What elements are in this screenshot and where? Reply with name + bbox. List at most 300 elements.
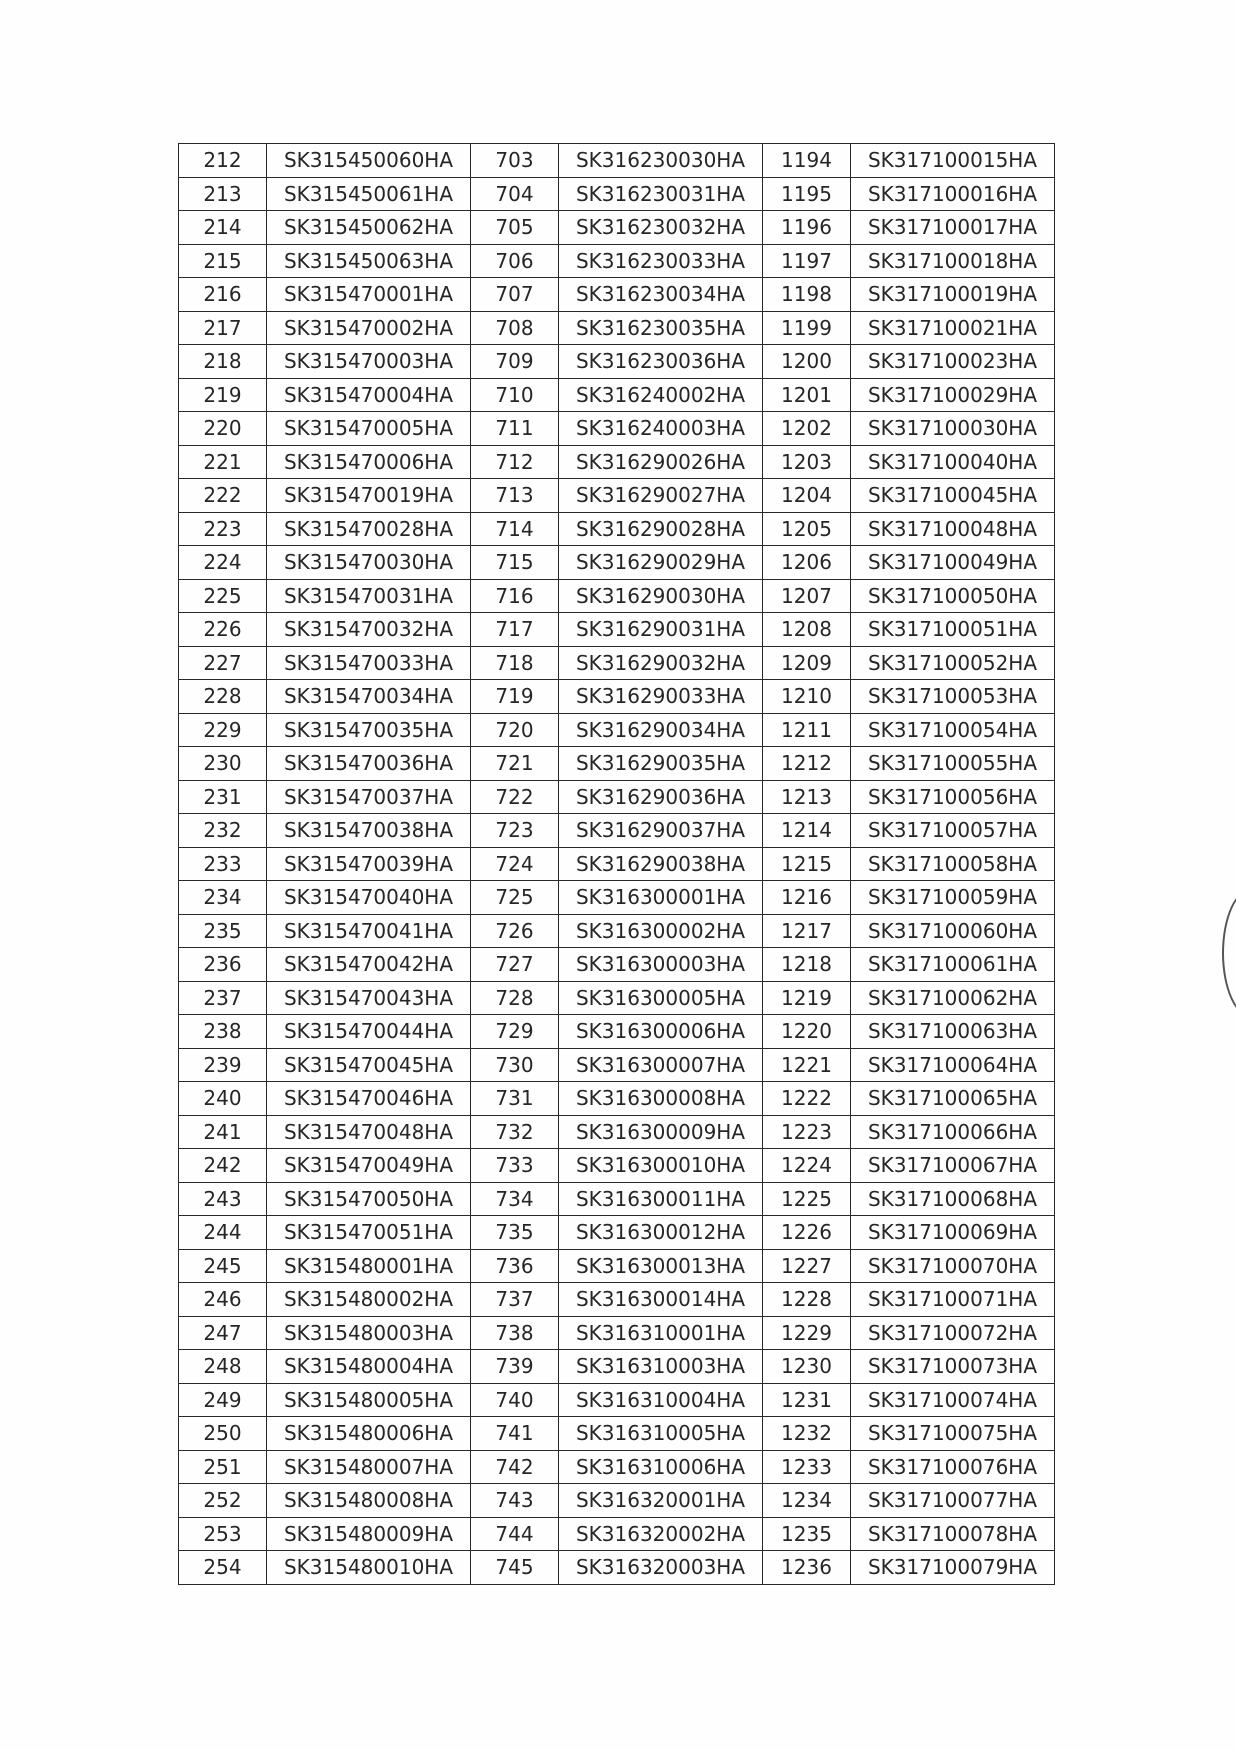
table-row bbox=[179, 345, 1055, 379]
row-number-b-cell: 737 bbox=[471, 1283, 559, 1317]
row-number-c-cell: 1223 bbox=[763, 1115, 851, 1149]
code-b-cell: SK316310003HA bbox=[559, 1350, 763, 1384]
table-row bbox=[179, 445, 1055, 479]
code-c-cell: SK317100058HA bbox=[851, 847, 1055, 881]
code-a-cell: SK315470005HA bbox=[267, 412, 471, 446]
code-c-cell: SK317100053HA bbox=[851, 680, 1055, 714]
row-number-c-cell: 1206 bbox=[763, 546, 851, 580]
code-a-cell: SK315480006HA bbox=[267, 1417, 471, 1451]
row-number-c-cell: 1212 bbox=[763, 747, 851, 781]
code-c-cell: SK317100016HA bbox=[851, 177, 1055, 211]
row-number-c-cell: 1225 bbox=[763, 1182, 851, 1216]
row-number-a-cell: 243 bbox=[179, 1182, 267, 1216]
code-b-cell: SK316290031HA bbox=[559, 613, 763, 647]
code-a-cell: SK315470035HA bbox=[267, 713, 471, 747]
code-c-cell: SK317100077HA bbox=[851, 1484, 1055, 1518]
row-number-a-cell: 228 bbox=[179, 680, 267, 714]
code-a-cell: SK315470039HA bbox=[267, 847, 471, 881]
row-number-b-cell: 716 bbox=[471, 579, 559, 613]
code-b-cell: SK316240003HA bbox=[559, 412, 763, 446]
code-b-cell: SK316230031HA bbox=[559, 177, 763, 211]
row-number-b-cell: 734 bbox=[471, 1182, 559, 1216]
row-number-c-cell: 1194 bbox=[763, 144, 851, 178]
code-c-cell: SK317100069HA bbox=[851, 1216, 1055, 1250]
row-number-c-cell: 1219 bbox=[763, 981, 851, 1015]
code-a-cell: SK315470032HA bbox=[267, 613, 471, 647]
row-number-b-cell: 740 bbox=[471, 1383, 559, 1417]
code-a-cell: SK315470001HA bbox=[267, 278, 471, 312]
row-number-c-cell: 1202 bbox=[763, 412, 851, 446]
row-number-a-cell: 254 bbox=[179, 1551, 267, 1585]
row-number-c-cell: 1207 bbox=[763, 579, 851, 613]
code-c-cell: SK317100051HA bbox=[851, 613, 1055, 647]
code-c-cell: SK317100050HA bbox=[851, 579, 1055, 613]
row-number-a-cell: 235 bbox=[179, 914, 267, 948]
code-b-cell: SK316290032HA bbox=[559, 646, 763, 680]
row-number-b-cell: 708 bbox=[471, 311, 559, 345]
table-row bbox=[179, 1484, 1055, 1518]
code-b-cell: SK316300003HA bbox=[559, 948, 763, 982]
code-a-cell: SK315480002HA bbox=[267, 1283, 471, 1317]
code-b-cell: SK316310006HA bbox=[559, 1450, 763, 1484]
row-number-c-cell: 1227 bbox=[763, 1249, 851, 1283]
code-c-cell: SK317100078HA bbox=[851, 1517, 1055, 1551]
row-number-b-cell: 710 bbox=[471, 378, 559, 412]
table-row bbox=[179, 914, 1055, 948]
code-c-cell: SK317100073HA bbox=[851, 1350, 1055, 1384]
row-number-b-cell: 704 bbox=[471, 177, 559, 211]
code-c-cell: SK317100079HA bbox=[851, 1551, 1055, 1585]
code-a-cell: SK315470030HA bbox=[267, 546, 471, 580]
code-c-cell: SK317100074HA bbox=[851, 1383, 1055, 1417]
table-row bbox=[179, 747, 1055, 781]
code-a-cell: SK315480004HA bbox=[267, 1350, 471, 1384]
table-row bbox=[179, 1383, 1055, 1417]
row-number-c-cell: 1213 bbox=[763, 780, 851, 814]
code-b-cell: SK316230032HA bbox=[559, 211, 763, 245]
row-number-a-cell: 249 bbox=[179, 1383, 267, 1417]
row-number-a-cell: 244 bbox=[179, 1216, 267, 1250]
row-number-a-cell: 215 bbox=[179, 244, 267, 278]
row-number-c-cell: 1196 bbox=[763, 211, 851, 245]
table-row bbox=[179, 1316, 1055, 1350]
code-table bbox=[178, 143, 1055, 1585]
code-c-cell: SK317100068HA bbox=[851, 1182, 1055, 1216]
table-row bbox=[179, 412, 1055, 446]
row-number-a-cell: 241 bbox=[179, 1115, 267, 1149]
code-a-cell: SK315470031HA bbox=[267, 579, 471, 613]
table-row bbox=[179, 1283, 1055, 1317]
code-b-cell: SK316230036HA bbox=[559, 345, 763, 379]
row-number-a-cell: 213 bbox=[179, 177, 267, 211]
row-number-a-cell: 217 bbox=[179, 311, 267, 345]
code-c-cell: SK317100052HA bbox=[851, 646, 1055, 680]
row-number-c-cell: 1200 bbox=[763, 345, 851, 379]
code-a-cell: SK315480009HA bbox=[267, 1517, 471, 1551]
row-number-a-cell: 231 bbox=[179, 780, 267, 814]
code-c-cell: SK317100021HA bbox=[851, 311, 1055, 345]
row-number-b-cell: 741 bbox=[471, 1417, 559, 1451]
row-number-a-cell: 212 bbox=[179, 144, 267, 178]
code-c-cell: SK317100056HA bbox=[851, 780, 1055, 814]
code-a-cell: SK315470038HA bbox=[267, 814, 471, 848]
row-number-c-cell: 1195 bbox=[763, 177, 851, 211]
code-b-cell: SK316290028HA bbox=[559, 512, 763, 546]
code-a-cell: SK315480007HA bbox=[267, 1450, 471, 1484]
code-b-cell: SK316230034HA bbox=[559, 278, 763, 312]
code-a-cell: SK315470028HA bbox=[267, 512, 471, 546]
table-row bbox=[179, 646, 1055, 680]
row-number-b-cell: 714 bbox=[471, 512, 559, 546]
code-b-cell: SK316240002HA bbox=[559, 378, 763, 412]
row-number-a-cell: 242 bbox=[179, 1149, 267, 1183]
code-b-cell: SK316230033HA bbox=[559, 244, 763, 278]
row-number-b-cell: 742 bbox=[471, 1450, 559, 1484]
row-number-a-cell: 230 bbox=[179, 747, 267, 781]
code-c-cell: SK317100071HA bbox=[851, 1283, 1055, 1317]
row-number-b-cell: 721 bbox=[471, 747, 559, 781]
code-c-cell: SK317100048HA bbox=[851, 512, 1055, 546]
code-a-cell: SK315470002HA bbox=[267, 311, 471, 345]
row-number-c-cell: 1226 bbox=[763, 1216, 851, 1250]
row-number-a-cell: 226 bbox=[179, 613, 267, 647]
table-row bbox=[179, 479, 1055, 513]
code-c-cell: SK317100065HA bbox=[851, 1082, 1055, 1116]
row-number-b-cell: 718 bbox=[471, 646, 559, 680]
code-a-cell: SK315470019HA bbox=[267, 479, 471, 513]
code-b-cell: SK316300010HA bbox=[559, 1149, 763, 1183]
code-c-cell: SK317100066HA bbox=[851, 1115, 1055, 1149]
row-number-a-cell: 245 bbox=[179, 1249, 267, 1283]
row-number-b-cell: 723 bbox=[471, 814, 559, 848]
row-number-b-cell: 713 bbox=[471, 479, 559, 513]
row-number-b-cell: 705 bbox=[471, 211, 559, 245]
row-number-b-cell: 725 bbox=[471, 881, 559, 915]
code-c-cell: SK317100054HA bbox=[851, 713, 1055, 747]
code-c-cell: SK317100023HA bbox=[851, 345, 1055, 379]
code-c-cell: SK317100030HA bbox=[851, 412, 1055, 446]
row-number-c-cell: 1230 bbox=[763, 1350, 851, 1384]
row-number-a-cell: 251 bbox=[179, 1450, 267, 1484]
row-number-c-cell: 1224 bbox=[763, 1149, 851, 1183]
row-number-c-cell: 1204 bbox=[763, 479, 851, 513]
code-c-cell: SK317100062HA bbox=[851, 981, 1055, 1015]
code-b-cell: SK316300009HA bbox=[559, 1115, 763, 1149]
row-number-c-cell: 1198 bbox=[763, 278, 851, 312]
row-number-b-cell: 743 bbox=[471, 1484, 559, 1518]
row-number-c-cell: 1199 bbox=[763, 311, 851, 345]
row-number-b-cell: 738 bbox=[471, 1316, 559, 1350]
code-b-cell: SK316290034HA bbox=[559, 713, 763, 747]
row-number-a-cell: 221 bbox=[179, 445, 267, 479]
row-number-c-cell: 1234 bbox=[763, 1484, 851, 1518]
code-b-cell: SK316300002HA bbox=[559, 914, 763, 948]
code-c-cell: SK317100018HA bbox=[851, 244, 1055, 278]
code-c-cell: SK317100049HA bbox=[851, 546, 1055, 580]
row-number-c-cell: 1203 bbox=[763, 445, 851, 479]
row-number-c-cell: 1215 bbox=[763, 847, 851, 881]
code-c-cell: SK317100045HA bbox=[851, 479, 1055, 513]
code-a-cell: SK315480001HA bbox=[267, 1249, 471, 1283]
code-b-cell: SK316310004HA bbox=[559, 1383, 763, 1417]
code-b-cell: SK316300005HA bbox=[559, 981, 763, 1015]
code-a-cell: SK315470040HA bbox=[267, 881, 471, 915]
table-row bbox=[179, 1048, 1055, 1082]
code-a-cell: SK315470037HA bbox=[267, 780, 471, 814]
row-number-a-cell: 237 bbox=[179, 981, 267, 1015]
table-row bbox=[179, 579, 1055, 613]
code-a-cell: SK315480005HA bbox=[267, 1383, 471, 1417]
row-number-b-cell: 731 bbox=[471, 1082, 559, 1116]
code-a-cell: SK315470049HA bbox=[267, 1149, 471, 1183]
table-row bbox=[179, 1417, 1055, 1451]
row-number-a-cell: 236 bbox=[179, 948, 267, 982]
row-number-b-cell: 744 bbox=[471, 1517, 559, 1551]
row-number-a-cell: 253 bbox=[179, 1517, 267, 1551]
row-number-c-cell: 1232 bbox=[763, 1417, 851, 1451]
code-b-cell: SK316300013HA bbox=[559, 1249, 763, 1283]
row-number-c-cell: 1209 bbox=[763, 646, 851, 680]
row-number-c-cell: 1218 bbox=[763, 948, 851, 982]
row-number-b-cell: 703 bbox=[471, 144, 559, 178]
table-row bbox=[179, 1082, 1055, 1116]
row-number-a-cell: 239 bbox=[179, 1048, 267, 1082]
row-number-b-cell: 720 bbox=[471, 713, 559, 747]
row-number-b-cell: 709 bbox=[471, 345, 559, 379]
code-a-cell: SK315450063HA bbox=[267, 244, 471, 278]
row-number-b-cell: 722 bbox=[471, 780, 559, 814]
row-number-c-cell: 1222 bbox=[763, 1082, 851, 1116]
row-number-a-cell: 240 bbox=[179, 1082, 267, 1116]
row-number-a-cell: 247 bbox=[179, 1316, 267, 1350]
table-row bbox=[179, 948, 1055, 982]
row-number-c-cell: 1208 bbox=[763, 613, 851, 647]
row-number-b-cell: 715 bbox=[471, 546, 559, 580]
code-a-cell: SK315470004HA bbox=[267, 378, 471, 412]
code-a-cell: SK315470042HA bbox=[267, 948, 471, 982]
row-number-b-cell: 706 bbox=[471, 244, 559, 278]
code-a-cell: SK315450062HA bbox=[267, 211, 471, 245]
table-row bbox=[179, 378, 1055, 412]
table-row bbox=[179, 1115, 1055, 1149]
code-c-cell: SK317100057HA bbox=[851, 814, 1055, 848]
row-number-a-cell: 233 bbox=[179, 847, 267, 881]
table-row bbox=[179, 311, 1055, 345]
code-a-cell: SK315470045HA bbox=[267, 1048, 471, 1082]
table-row bbox=[179, 1149, 1055, 1183]
code-table-body bbox=[179, 144, 1055, 1585]
table-row bbox=[179, 613, 1055, 647]
row-number-b-cell: 728 bbox=[471, 981, 559, 1015]
code-b-cell: SK316290027HA bbox=[559, 479, 763, 513]
table-row bbox=[179, 546, 1055, 580]
table-row bbox=[179, 1182, 1055, 1216]
code-a-cell: SK315470046HA bbox=[267, 1082, 471, 1116]
code-b-cell: SK316290026HA bbox=[559, 445, 763, 479]
code-b-cell: SK316300008HA bbox=[559, 1082, 763, 1116]
row-number-b-cell: 739 bbox=[471, 1350, 559, 1384]
row-number-b-cell: 719 bbox=[471, 680, 559, 714]
code-a-cell: SK315470003HA bbox=[267, 345, 471, 379]
table-row bbox=[179, 847, 1055, 881]
row-number-c-cell: 1211 bbox=[763, 713, 851, 747]
row-number-b-cell: 711 bbox=[471, 412, 559, 446]
table-row bbox=[179, 244, 1055, 278]
row-number-c-cell: 1236 bbox=[763, 1551, 851, 1585]
stamp-seal bbox=[1222, 888, 1236, 1018]
row-number-b-cell: 729 bbox=[471, 1015, 559, 1049]
row-number-b-cell: 724 bbox=[471, 847, 559, 881]
code-b-cell: SK316290038HA bbox=[559, 847, 763, 881]
code-c-cell: SK317100064HA bbox=[851, 1048, 1055, 1082]
code-b-cell: SK316320002HA bbox=[559, 1517, 763, 1551]
code-a-cell: SK315450061HA bbox=[267, 177, 471, 211]
code-c-cell: SK317100055HA bbox=[851, 747, 1055, 781]
table-row bbox=[179, 1350, 1055, 1384]
table-row bbox=[179, 680, 1055, 714]
code-b-cell: SK316230030HA bbox=[559, 144, 763, 178]
code-b-cell: SK316290030HA bbox=[559, 579, 763, 613]
row-number-a-cell: 238 bbox=[179, 1015, 267, 1049]
table-row bbox=[179, 1517, 1055, 1551]
code-c-cell: SK317100070HA bbox=[851, 1249, 1055, 1283]
code-b-cell: SK316290035HA bbox=[559, 747, 763, 781]
row-number-a-cell: 223 bbox=[179, 512, 267, 546]
row-number-c-cell: 1220 bbox=[763, 1015, 851, 1049]
row-number-c-cell: 1210 bbox=[763, 680, 851, 714]
row-number-c-cell: 1221 bbox=[763, 1048, 851, 1082]
table-row bbox=[179, 211, 1055, 245]
table-row bbox=[179, 144, 1055, 178]
row-number-c-cell: 1214 bbox=[763, 814, 851, 848]
row-number-a-cell: 225 bbox=[179, 579, 267, 613]
row-number-b-cell: 745 bbox=[471, 1551, 559, 1585]
row-number-a-cell: 222 bbox=[179, 479, 267, 513]
row-number-b-cell: 735 bbox=[471, 1216, 559, 1250]
code-b-cell: SK316320001HA bbox=[559, 1484, 763, 1518]
code-c-cell: SK317100076HA bbox=[851, 1450, 1055, 1484]
code-b-cell: SK316290036HA bbox=[559, 780, 763, 814]
row-number-c-cell: 1197 bbox=[763, 244, 851, 278]
code-c-cell: SK317100017HA bbox=[851, 211, 1055, 245]
row-number-a-cell: 250 bbox=[179, 1417, 267, 1451]
code-c-cell: SK317100060HA bbox=[851, 914, 1055, 948]
table-row bbox=[179, 713, 1055, 747]
row-number-c-cell: 1233 bbox=[763, 1450, 851, 1484]
code-a-cell: SK315470041HA bbox=[267, 914, 471, 948]
row-number-a-cell: 227 bbox=[179, 646, 267, 680]
code-c-cell: SK317100061HA bbox=[851, 948, 1055, 982]
code-b-cell: SK316300012HA bbox=[559, 1216, 763, 1250]
code-b-cell: SK316290033HA bbox=[559, 680, 763, 714]
code-a-cell: SK315470034HA bbox=[267, 680, 471, 714]
row-number-a-cell: 224 bbox=[179, 546, 267, 580]
row-number-a-cell: 234 bbox=[179, 881, 267, 915]
row-number-c-cell: 1229 bbox=[763, 1316, 851, 1350]
row-number-c-cell: 1228 bbox=[763, 1283, 851, 1317]
code-a-cell: SK315470044HA bbox=[267, 1015, 471, 1049]
code-a-cell: SK315470006HA bbox=[267, 445, 471, 479]
code-b-cell: SK316300014HA bbox=[559, 1283, 763, 1317]
code-b-cell: SK316300006HA bbox=[559, 1015, 763, 1049]
row-number-a-cell: 219 bbox=[179, 378, 267, 412]
code-b-cell: SK316300001HA bbox=[559, 881, 763, 915]
code-a-cell: SK315470048HA bbox=[267, 1115, 471, 1149]
code-a-cell: SK315450060HA bbox=[267, 144, 471, 178]
code-a-cell: SK315480003HA bbox=[267, 1316, 471, 1350]
row-number-b-cell: 726 bbox=[471, 914, 559, 948]
row-number-a-cell: 218 bbox=[179, 345, 267, 379]
table-row bbox=[179, 1015, 1055, 1049]
row-number-b-cell: 712 bbox=[471, 445, 559, 479]
table-row bbox=[179, 278, 1055, 312]
code-c-cell: SK317100029HA bbox=[851, 378, 1055, 412]
table-row bbox=[179, 881, 1055, 915]
row-number-c-cell: 1235 bbox=[763, 1517, 851, 1551]
row-number-c-cell: 1205 bbox=[763, 512, 851, 546]
table-row bbox=[179, 981, 1055, 1015]
table-row bbox=[179, 780, 1055, 814]
table-row bbox=[179, 1216, 1055, 1250]
row-number-c-cell: 1216 bbox=[763, 881, 851, 915]
code-a-cell: SK315470033HA bbox=[267, 646, 471, 680]
row-number-b-cell: 727 bbox=[471, 948, 559, 982]
code-c-cell: SK317100015HA bbox=[851, 144, 1055, 178]
code-b-cell: SK316300007HA bbox=[559, 1048, 763, 1082]
code-c-cell: SK317100072HA bbox=[851, 1316, 1055, 1350]
code-c-cell: SK317100019HA bbox=[851, 278, 1055, 312]
code-a-cell: SK315470036HA bbox=[267, 747, 471, 781]
row-number-c-cell: 1217 bbox=[763, 914, 851, 948]
row-number-a-cell: 246 bbox=[179, 1283, 267, 1317]
row-number-b-cell: 730 bbox=[471, 1048, 559, 1082]
code-c-cell: SK317100063HA bbox=[851, 1015, 1055, 1049]
code-b-cell: SK316230035HA bbox=[559, 311, 763, 345]
table-row bbox=[179, 1249, 1055, 1283]
row-number-a-cell: 252 bbox=[179, 1484, 267, 1518]
row-number-c-cell: 1231 bbox=[763, 1383, 851, 1417]
row-number-b-cell: 732 bbox=[471, 1115, 559, 1149]
row-number-a-cell: 229 bbox=[179, 713, 267, 747]
code-b-cell: SK316290029HA bbox=[559, 546, 763, 580]
code-c-cell: SK317100067HA bbox=[851, 1149, 1055, 1183]
code-b-cell: SK316290037HA bbox=[559, 814, 763, 848]
code-b-cell: SK316300011HA bbox=[559, 1182, 763, 1216]
row-number-a-cell: 248 bbox=[179, 1350, 267, 1384]
code-a-cell: SK315470043HA bbox=[267, 981, 471, 1015]
code-c-cell: SK317100059HA bbox=[851, 881, 1055, 915]
table-row bbox=[179, 814, 1055, 848]
row-number-a-cell: 220 bbox=[179, 412, 267, 446]
row-number-b-cell: 736 bbox=[471, 1249, 559, 1283]
code-a-cell: SK315480010HA bbox=[267, 1551, 471, 1585]
table-row bbox=[179, 177, 1055, 211]
table-row bbox=[179, 1551, 1055, 1585]
row-number-b-cell: 733 bbox=[471, 1149, 559, 1183]
row-number-a-cell: 232 bbox=[179, 814, 267, 848]
row-number-a-cell: 216 bbox=[179, 278, 267, 312]
code-a-cell: SK315470050HA bbox=[267, 1182, 471, 1216]
code-c-cell: SK317100075HA bbox=[851, 1417, 1055, 1451]
code-a-cell: SK315470051HA bbox=[267, 1216, 471, 1250]
row-number-a-cell: 214 bbox=[179, 211, 267, 245]
code-a-cell: SK315480008HA bbox=[267, 1484, 471, 1518]
row-number-b-cell: 707 bbox=[471, 278, 559, 312]
row-number-b-cell: 717 bbox=[471, 613, 559, 647]
code-b-cell: SK316310005HA bbox=[559, 1417, 763, 1451]
table-row bbox=[179, 1450, 1055, 1484]
code-b-cell: SK316310001HA bbox=[559, 1316, 763, 1350]
